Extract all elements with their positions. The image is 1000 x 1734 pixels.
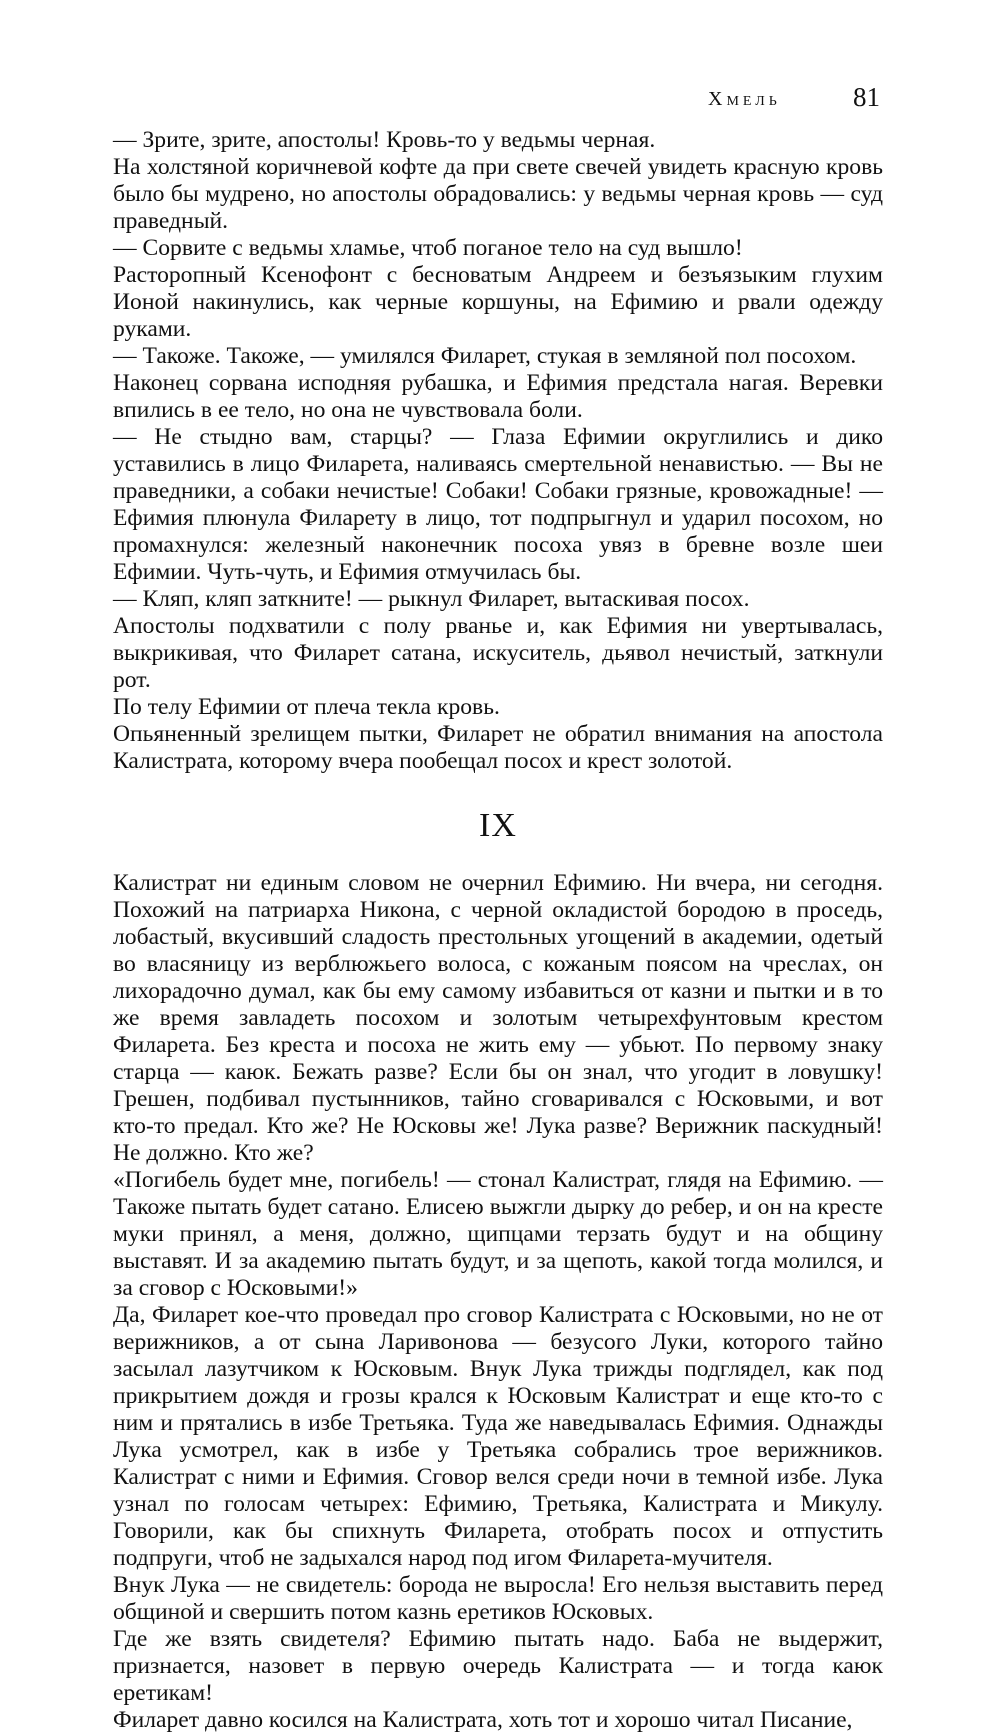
section-2 <box>113 870 883 1734</box>
paragraph: Опьяненный зрелищем пытки, Филарет не обратил внимания на апостола Калистрата, которому вчера пообещал посох и крест золотой. <box>113 721 883 774</box>
paragraph: — Сорвите с ведьмы хламье, чтоб поганое тело на суд вышло! <box>113 235 743 261</box>
paragraph: Апостолы подхватили с полу рванье и, как Ефимия ни увертывалась, выкрикивая, что Филарет сатана, искуситель, дьявол нечистый, заткнули рот. <box>113 613 883 693</box>
paragraph: Где же взять свидетеля? Ефимию пытать надо. Баба не выдержит, признается, назовет в первую очередь Калистрата — и тогда каюк еретикам! <box>113 1626 883 1706</box>
section-1 <box>113 127 883 775</box>
paragraph: «Погибель будет мне, погибель! — стонал Калистрат, глядя на Ефимию. — Такоже пытать будет сатано. Елисею выжгли дырку до ребер, и он на кресте муки принял, а меня, должно, щипцами терзать будут и на общину выставят. И за академию пытать будут, и за щепоть, какой тогда молился, и за сговор с Юсковыми!» <box>113 1167 883 1301</box>
paragraph: Наконец сорвана исподняя рубашка, и Ефимия предстала нагая. Веревки впились в ее тело, но она не чувствовала боли. <box>113 370 883 423</box>
running-head-title: Хмель <box>708 88 781 110</box>
paragraph: По телу Ефимии от плеча текла кровь. <box>113 694 500 720</box>
paragraph: — Такоже. Такоже, — умилялся Филарет, стукая в земляной пол посохом. <box>113 343 857 369</box>
paragraph: Внук Лука — не свидетель: борода не выросла! Его нельзя выставить перед общиной и свершить потом казнь еретиков Юсковых. <box>113 1572 883 1625</box>
body-text <box>113 127 883 1734</box>
paragraph: — Зрите, зрите, апостолы! Кровь-то у ведьмы черная. <box>113 127 656 153</box>
paragraph: — Кляп, кляп заткните! — рыкнул Филарет, вытаскивая посох. <box>113 586 750 612</box>
chapter-heading: IX <box>479 807 517 844</box>
paragraph: Да, Филарет кое-что проведал про сговор Калистрата с Юсковыми, но не от верижников, а от сына Ларивонова — безусого Луки, которого тайно засылал лазутчиком к Юсковым. Внук Лука трижды подглядел, как под прикрытием дождя и грозы крался к Юсковым Калистрат и еще кто-то с ним и прятались в избе Третьяка. Туда же наведывалась Ефимия. Однажды Лука усмотрел, как в избе у Третьяка собрались трое верижников. Калистрат с ними и Ефимия. Сговор велся среди ночи в темной избе. Лука узнал по голосам четырех: Ефимию, Третьяка, Калистрата и Микулу. Говорили, как бы спихнуть Филарета, отобрать посох и отпустить подпруги, чтоб не задыхался народ под игом Филарета-мучителя. <box>113 1302 883 1571</box>
paragraph: Калистрат ни единым словом не очернил Ефимию. Ни вчера, ни сегодня. Похожий на патриарха Никона, с черной окладистой бородою в проседь, лобастый, вкусивший сладость престольных угощений в академии, одетый во власяницу из верблюжьего волоса, с кожаным поясом на чреслах, он лихорадочно думал, как бы ему самому избавиться от казни и пытки и в то же время завладеть посохом и золотым четырехфунтовым крестом Филарета. Без креста и посоха не жить ему — убьют. По первому знаку старца — каюк. Бежать разве? Если бы он знал, что угодит в ловушку! Грешен, подбивал пустынников, тайно сговаривался с Юсковыми, и вот кто-то предал. Кто же? Не Юсковы же! Лука разве? Верижник паскудный! Не должно. Кто же? <box>113 870 883 1166</box>
page-number: 81 <box>853 82 880 112</box>
paragraph: Филарет давно косился на Калистрата, хоть тот и хорошо читал Писание, <box>113 1707 853 1733</box>
paragraph: На холстяной коричневой кофте да при свете свечей увидеть красную кровь было бы мудрено, но апостолы обрадовались: у ведьмы черная кровь — суд праведный. <box>113 154 883 234</box>
paragraph: Расторопный Ксенофонт с бесноватым Андреем и безъязыким глухим Ионой накинулись, как черные коршуны, на Ефимию и рвали одежду руками. <box>113 262 883 342</box>
paragraph: — Не стыдно вам, старцы? — Глаза Ефимии округлились и дико уставились в лицо Филарета, наливаясь смертельной ненавистью. — Вы не праведники, а собаки нечистые! Собаки! Собаки грязные, кровожадные! — Ефимия плюнула Филарету в лицо, тот подпрыгнул и ударил посохом, но промахнулся: железный наконечник посоха увяз в бревне возле шеи Ефимии. Чуть-чуть, и Ефимия отмучилась бы. <box>113 424 883 585</box>
